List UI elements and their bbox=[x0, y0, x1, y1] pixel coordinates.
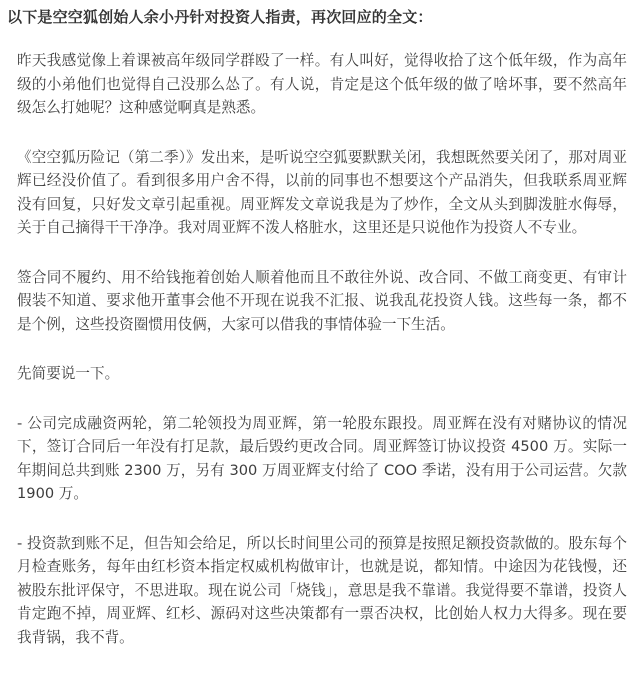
paragraph-summary-intro: 先简要说一下。 bbox=[17, 365, 120, 382]
paragraph-financing-rounds: - 公司完成融资两轮，第二轮领投为周亚辉，第一轮股东跟投。周亚辉在没有对赌协议的情况下，签订合同后一年没有打足款，最后毁约更改合同。周亚辉签订协议投资 4500 万。实际一年期间总共到账 2300 万，另有 300 万周亚辉支付给了 COO 季诺，没有用于公司运营。欠款 1900 万。 bbox=[17, 414, 627, 502]
paragraph-feeling: 昨天我感觉像上着课被高年级同学群殴了一样。有人叫好，觉得收拾了这个低年级，作为高年级的小弟他们也觉得自己没那么怂了。有人说，肯定是这个低年级的做了啥坏事，要不然高年级怎么打她呢？这种感觉啊真是熟悉。 bbox=[17, 52, 627, 116]
paragraph-budget-audit: - 投资款到账不足，但告知会给足，所以长时间里公司的预算是按照足额投资款做的。股东每个月检查账务，每年由红杉资本指定权威机构做审计，也就是说，都知情。中途因为花钱慢，还被股东批评保守，不思进取。现在说公司「烧钱」，意思是我不靠谱。我觉得要不靠谱，投资人肯定跑不掉，周亚辉、红杉、源码对这些决策都有一票否决权，比创始人权力大得多。现在要我背锅，我不背。 bbox=[17, 534, 627, 646]
article-intro-title: 以下是空空狐创始人余小丹针对投资人指责，再次回应的全文： bbox=[7, 8, 433, 26]
article-header bbox=[0, 0, 640, 36]
article-body bbox=[17, 49, 627, 675]
paragraph-investor-tactics: 签合同不履约、用不给钱拖着创始人顺着他而且不敢往外说、改合同、不做工商变更、有审计假装不知道、要求他开董事会他不开现在说我不汇报、说我乱花投资人钱。这些每一条，都不是个例，这些投资圈惯用伎俩，大家可以借我的事情体验一下生活。 bbox=[17, 268, 627, 333]
paragraph-adventure-season-two: 《空空狐历险记（第二季）》发出来，是听说空空狐要默默关闭，我想既然要关闭了，那对周亚辉已经没价值了。看到很多用户舍不得，以前的同事也不想要这个产品消失，但我联系周亚辉没有回复，只好发文章引起重视。周亚辉发文章说我是为了炒作，全文从头到脚泼脏水侮辱，关于自己摘得干干净净。我对周亚辉不泼人格脏水，这里还是只说他作为投资人不专业。 bbox=[17, 148, 627, 236]
